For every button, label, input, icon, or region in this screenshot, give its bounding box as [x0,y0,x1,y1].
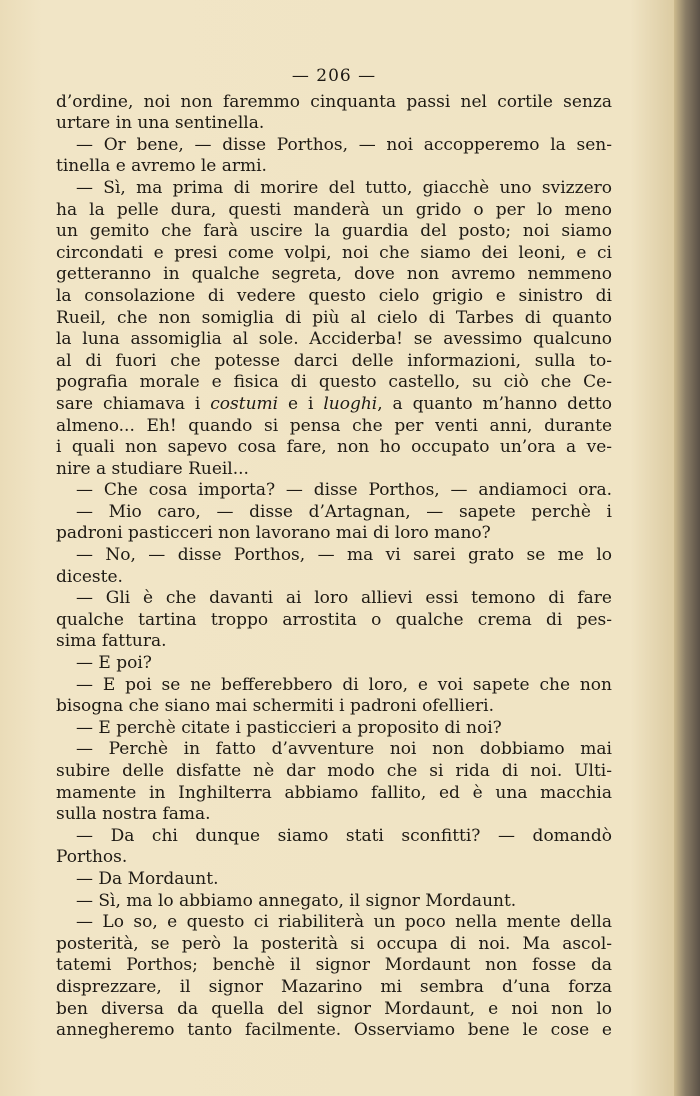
text-line: — Gli è che davanti ai loro allievi essi temono di fare [76,588,612,609]
text-line: urtare in una sentinella. [56,113,265,134]
text-line: — Lo so, e questo ci riabiliterà un poco nella mente della [76,912,612,933]
text-line: nire a studiare Rueil... [56,458,249,479]
text-line: diceste. [56,566,123,587]
text-line: getteranno in qualche segreta, dove non avremo nemmeno [56,264,612,285]
text-line: — Sì, ma lo abbiamo annegato, il signor Mordaunt. [76,890,517,911]
text-line: — Da chi dunque siamo stati sconfitti? — domandò [76,825,612,846]
text-line: posterità, se però la posterità si occupa di noi. Ma ascol- [56,933,612,954]
text-line: ben diversa da quella del signor Mordaunt, e noi non lo [56,998,612,1019]
text-line: subire delle disfatte nè dar modo che si rida di noi. Ulti- [56,761,612,781]
text-line: — Mio caro, — disse d’Artagnan, — sapete perchè i [76,501,612,522]
page-text [56,66,612,1042]
text-line: tatemi Porthos; benchè il signor Mordaunt non fosse da [56,955,612,976]
text-line: sulla nostra fama. [56,804,211,825]
page-number: — 206 — [291,66,377,86]
text-line: Rueil, che non somiglia di più al cielo di Tarbes di quanto [56,307,612,328]
text-line: — Perchè in fatto d’avventure noi non dobbiamo mai [76,739,612,760]
text-line: — Or bene, — disse Porthos, — noi accopperemo la sen- [76,134,612,155]
text-line: bisogna che siano mai schermiti i padroni ofellieri. [56,696,494,717]
text-line: tinella e avremo le armi. [56,156,267,177]
text-line: annegheremo tanto facilmente. Osserviamo bene le cose e [56,1020,612,1041]
text-line: la consolazione di vedere questo cielo grigio e sinistro di [56,285,612,306]
text-line: al di fuori che potesse darci delle informazioni, sulla to- [56,350,612,371]
text-line: la luna assomiglia al sole. Acciderba! se avessimo qualcuno [56,329,612,350]
text-line: almeno... Eh! quando si pensa che per venti anni, durante [56,415,612,436]
text-line: d’ordine, noi non faremmo cinquanta passi nel cortile senza [56,91,612,112]
text-line: un gemito che farà uscire la guardia del posto; noi siamo [56,221,612,242]
page-edge-shadow [674,0,700,1096]
text-line: — Sì, ma prima di morire del tutto, giacchè uno svizzero [76,177,612,198]
text-line: padroni pasticceri non lavorano mai di loro mano? [56,523,491,544]
text-line: Porthos. [56,847,128,868]
text-line: — E perchè citate i pasticcieri a proposito di noi? [76,717,502,738]
text-line: — Da Mordaunt. [76,868,219,889]
text-line-italic-terms: sare chiamava i costumi e i luoghi, a quanto m’hanno detto [56,393,612,414]
text-line: pografia morale e fisica di questo castello, su ciò che Ce- [56,372,612,393]
text-line: sima fattura. [56,631,167,652]
text-line: mamente in Inghilterra abbiamo fallito, ed è una macchia [56,782,612,803]
text-line: circondati e presi come volpi, noi che siamo dei leoni, e ci [56,242,612,263]
text-line: i quali non sapevo cosa fare, non ho occupato un’ora a ve- [56,437,612,458]
text-line: qualche tartina troppo arrostita o qualche crema di pes- [56,609,612,630]
text-line: — No, — disse Porthos, — ma vi sarei grato se me lo [76,545,612,566]
text-line: — E poi se ne befferebbero di loro, e voi sapete che non [76,674,612,695]
text-line: disprezzare, il signor Mazarino mi sembra d’una forza [56,976,612,997]
text-line: ha la pelle dura, questi manderà un grido o per lo meno [56,199,612,220]
text-line: — E poi? [76,653,152,674]
text-line: — Che cosa importa? — disse Porthos, — andiamoci ora. [76,480,612,501]
